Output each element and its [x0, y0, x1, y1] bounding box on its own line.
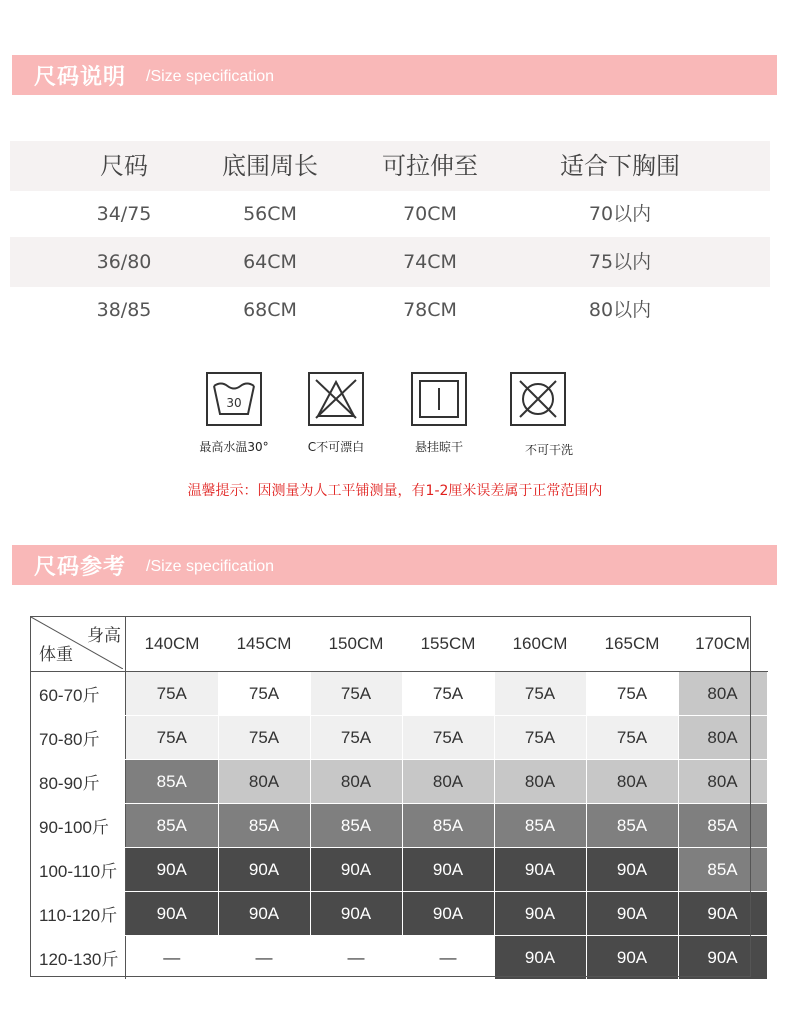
size-cell: 90A — [678, 936, 767, 980]
height-header: 140CM — [126, 617, 219, 672]
size-cell: 90A — [126, 892, 219, 936]
spec-table-header — [10, 141, 770, 191]
spec-cell: 80以内 — [588, 299, 652, 321]
spec-header-stretch: 可拉伸至 — [382, 152, 478, 180]
spec-cell: 64CM — [243, 251, 297, 273]
no-dry-clean-icon — [510, 372, 566, 426]
size-cell: 90A — [494, 848, 586, 892]
care-label-wash: 最高水温30° — [199, 440, 269, 454]
size-cell: 80A — [494, 760, 586, 804]
table-row — [31, 760, 767, 804]
spec-table-row — [10, 237, 770, 287]
size-cell: 90A — [402, 848, 494, 892]
size-cell: 90A — [126, 848, 219, 892]
weight-label: 80-90斤 — [31, 760, 126, 804]
size-cell: 75A — [310, 716, 402, 760]
section-banner-size-spec — [12, 55, 777, 95]
size-cell: 90A — [586, 892, 678, 936]
size-cell: 80A — [678, 672, 767, 716]
care-label-hang-dry: 悬挂晾干 — [414, 440, 463, 454]
corner-cell — [31, 617, 126, 672]
table-header-row — [31, 617, 767, 672]
height-header: 160CM — [494, 617, 586, 672]
size-cell: 75A — [218, 716, 310, 760]
hang-dry-icon — [411, 372, 467, 426]
corner-weight-label: 体重 — [39, 645, 73, 665]
size-cell: 75A — [494, 672, 586, 716]
size-cell: 80A — [402, 760, 494, 804]
care-label-no-bleach: C不可漂白 — [307, 440, 365, 454]
size-cell: 85A — [218, 804, 310, 848]
spec-cell: 74CM — [403, 251, 457, 273]
size-cell: 75A — [310, 672, 402, 716]
spec-cell: 68CM — [243, 299, 297, 321]
size-cell: 75A — [586, 672, 678, 716]
height-header: 145CM — [218, 617, 310, 672]
weight-label: 120-130斤 — [31, 936, 126, 980]
size-cell: 75A — [586, 716, 678, 760]
spec-cell: 34/75 — [96, 203, 152, 225]
size-cell: 85A — [310, 804, 402, 848]
table-row — [31, 804, 767, 848]
size-cell: 90A — [310, 848, 402, 892]
corner-height-label: 身高 — [87, 626, 121, 646]
section-title: 尺码参考 — [34, 555, 127, 580]
size-cell: 90A — [218, 848, 310, 892]
height-header: 170CM — [678, 617, 767, 672]
table-row — [31, 936, 767, 980]
size-cell: 85A — [126, 760, 219, 804]
care-label-no-dry-clean: 不可干洗 — [524, 443, 573, 457]
spec-cell: 56CM — [243, 203, 297, 225]
spec-cell: 36/80 — [96, 251, 152, 273]
table-row — [31, 716, 767, 760]
size-cell: — — [310, 936, 402, 980]
spec-cell: 70以内 — [588, 203, 652, 225]
size-reference-table — [31, 617, 768, 980]
section-subtitle: /Size specification — [146, 558, 275, 575]
size-cell: 90A — [218, 892, 310, 936]
size-cell: 85A — [678, 848, 767, 892]
size-cell: 85A — [586, 804, 678, 848]
size-cell: 90A — [310, 892, 402, 936]
section-banner-size-reference — [12, 545, 777, 585]
measurement-tip: 温馨提示：因测量为人工平铺测量，有1-2厘米误差属于正常范围内 — [187, 483, 603, 499]
spec-table-row — [10, 285, 770, 335]
spec-cell: 38/85 — [96, 299, 152, 321]
spec-header-underbust: 适合下胸围 — [560, 152, 680, 180]
wash-30-icon — [206, 372, 262, 426]
size-cell: — — [218, 936, 310, 980]
spec-header-size: 尺码 — [100, 152, 148, 180]
wash-temp-text: 30 — [226, 396, 242, 410]
no-bleach-icon — [308, 372, 364, 426]
size-cell: 80A — [586, 760, 678, 804]
height-header: 150CM — [310, 617, 402, 672]
size-cell: 90A — [586, 848, 678, 892]
table-row — [31, 892, 767, 936]
size-cell: 90A — [586, 936, 678, 980]
size-cell: 85A — [126, 804, 219, 848]
size-cell: 85A — [678, 804, 767, 848]
size-cell: 85A — [494, 804, 586, 848]
size-cell: 75A — [126, 716, 219, 760]
spec-table-row — [10, 189, 770, 239]
table-row — [31, 848, 767, 892]
section-subtitle: /Size specification — [146, 68, 275, 85]
size-cell: 80A — [310, 760, 402, 804]
size-cell: 75A — [402, 716, 494, 760]
size-cell: 90A — [494, 892, 586, 936]
spec-cell: 70CM — [403, 203, 457, 225]
size-cell: 75A — [126, 672, 219, 716]
size-cell: 90A — [678, 892, 767, 936]
size-cell: — — [126, 936, 219, 980]
section-title: 尺码说明 — [34, 65, 127, 90]
weight-label: 90-100斤 — [31, 804, 126, 848]
height-header: 165CM — [586, 617, 678, 672]
size-cell: 75A — [218, 672, 310, 716]
height-header: 155CM — [402, 617, 494, 672]
size-cell: 80A — [218, 760, 310, 804]
size-cell: 75A — [402, 672, 494, 716]
size-cell: 80A — [678, 760, 767, 804]
size-cell: 90A — [402, 892, 494, 936]
size-cell: 90A — [494, 936, 586, 980]
weight-label: 110-120斤 — [31, 892, 126, 936]
table-row — [31, 672, 767, 716]
weight-label: 60-70斤 — [31, 672, 126, 716]
size-cell: 75A — [494, 716, 586, 760]
size-cell: — — [402, 936, 494, 980]
size-cell: 85A — [402, 804, 494, 848]
weight-label: 70-80斤 — [31, 716, 126, 760]
spec-header-band: 底围周长 — [222, 152, 318, 180]
spec-cell: 75以内 — [588, 251, 652, 273]
weight-label: 100-110斤 — [31, 848, 126, 892]
spec-cell: 78CM — [403, 299, 457, 321]
size-cell: 80A — [678, 716, 767, 760]
